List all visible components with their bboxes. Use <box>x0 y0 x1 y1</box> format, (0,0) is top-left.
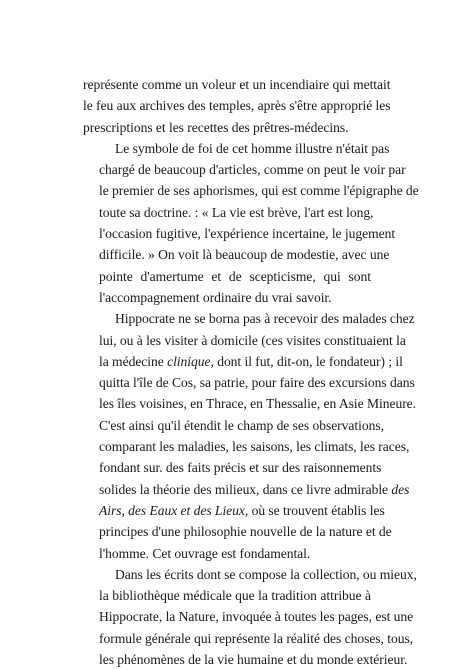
text-line <box>83 479 410 500</box>
text-line: les phénomènes de la vie humaine et du monde extérieur. <box>99 652 408 668</box>
text-run: solides la théorie des milieux, dans ce livre admirable <box>99 481 392 497</box>
paragraph-3 <box>83 308 416 564</box>
text-line: lui, ou à les visiter à domicile (ces visites constituaient la <box>99 332 406 348</box>
text-line: Dans les écrits dont se compose la collection, ou mieux, <box>115 566 417 582</box>
text-line <box>83 500 385 521</box>
text-line: formule générale qui représente la réalité des choses, tous, <box>99 630 414 646</box>
paragraph-1 <box>83 74 391 138</box>
text-line: prescriptions et les recettes des prêtres-médecins. <box>83 119 349 135</box>
body-text <box>83 74 419 670</box>
text-line: principes d'une philosophie nouvelle de la nature et de <box>99 524 392 540</box>
text-line: pointe d'amertume et de scepticisme, qui sont <box>99 268 371 284</box>
text-line <box>83 351 403 372</box>
text-line: le feu aux archives des temples, après s'être approprié les <box>83 98 391 114</box>
text-line: le premier de ses aphorismes, qui est comme l'épigraphe de <box>99 183 419 199</box>
paragraph-4 <box>83 564 417 670</box>
text-line: l'homme. Cet ouvrage est fondamental. <box>99 545 311 561</box>
text-line: C'est ainsi qu'il étendit le champ de ses observations, <box>99 417 384 433</box>
text-run: dont il fut, dit-on, le fondateur) ; il <box>213 353 403 369</box>
italic-title: des <box>391 481 410 497</box>
text-line: Le symbole de foi de cet homme illustre n'était pas <box>115 140 390 156</box>
text-line: fondant sur. des faits précis et sur des raisonnements <box>99 460 382 476</box>
text-line: les îles voisines, en Thrace, en Thessalie, en Asie Mineure. <box>99 396 416 412</box>
text-line: Hippocrate ne se borna pas à recevoir des malades chez <box>115 311 415 327</box>
text-line: Hippocrate, la Nature, invoquée à toutes les pages, est une <box>99 609 414 625</box>
italic-title: Airs, des Eaux et des Lieux, <box>99 502 249 518</box>
text-line: difficile. » On voit là beaucoup de modestie, avec une <box>99 247 390 263</box>
italic-term: clinique, <box>167 353 214 369</box>
text-run: la médecine <box>99 353 168 369</box>
text-run: où se trouvent établis les <box>248 502 385 518</box>
text-line: quitta l'île de Cos, sa patrie, pour faire des excursions dans <box>99 375 415 391</box>
text-line: chargé de beaucoup d'articles, comme on peut le voir par <box>99 162 406 178</box>
text-line: l'accompagnement ordinaire du vrai savoir. <box>99 289 332 305</box>
paragraph-2 <box>83 138 419 308</box>
text-line: la bibliothèque médicale que la tradition attribue à <box>99 588 371 604</box>
text-line: toute sa doctrine. : « La vie est brève, l'art est long, <box>99 204 374 220</box>
text-line: représente comme un voleur et un incendiaire qui mettait <box>83 77 391 92</box>
text-line: comparant les maladies, les saisons, les climats, les races, <box>99 439 410 455</box>
text-line: l'occasion fugitive, l'expérience incertaine, le jugement <box>99 226 396 242</box>
